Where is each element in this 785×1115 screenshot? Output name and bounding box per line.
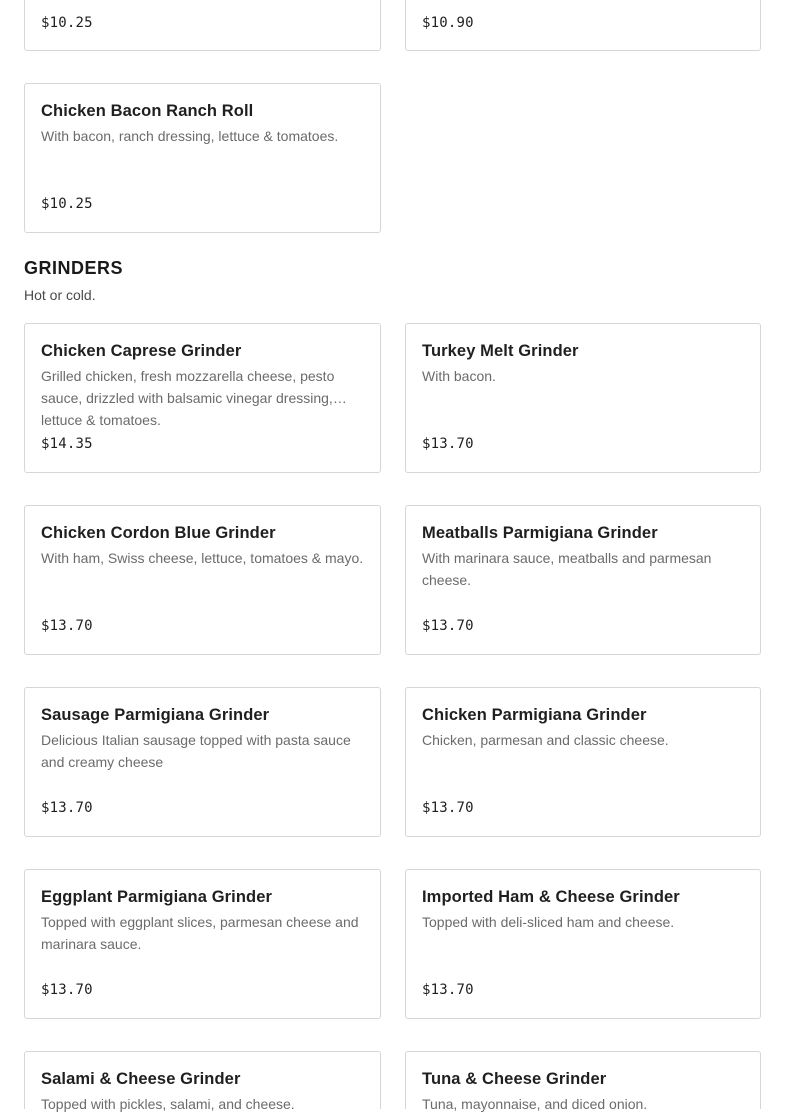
menu-item-card[interactable] <box>24 505 381 655</box>
menu-item-price: $10.25 <box>41 196 93 212</box>
menu-item-description: Topped with pickles, salami, and cheese. <box>41 1096 295 1112</box>
menu-item-price: $13.70 <box>422 982 474 998</box>
menu-item-name: Chicken Bacon Ranch Roll <box>41 102 254 120</box>
menu-item-name: Eggplant Parmigiana Grinder <box>41 888 272 906</box>
menu-item-price: $13.70 <box>41 800 93 816</box>
menu-item-name: Tuna & Cheese Grinder <box>422 1070 607 1088</box>
menu-item-description: With ham, Swiss cheese, lettuce, tomatoes & mayo. <box>41 550 364 566</box>
menu-item-card[interactable] <box>24 83 381 233</box>
menu-item-card[interactable] <box>405 869 761 1019</box>
menu-item-name: Turkey Melt Grinder <box>422 342 579 360</box>
menu-item-description: Topped with eggplant slices, parmesan cheese and marinara sauce. <box>41 914 359 952</box>
menu-item-name: Salami & Cheese Grinder <box>41 1070 241 1088</box>
menu-item-card[interactable] <box>24 323 381 473</box>
section-subtitle: Hot or cold. <box>24 287 96 303</box>
menu-item-card[interactable] <box>405 0 761 51</box>
menu-item-price: $10.25 <box>41 15 93 31</box>
menu-item-card[interactable] <box>405 505 761 655</box>
menu-item-description: With bacon. <box>422 368 496 384</box>
menu-item-price: $10.90 <box>422 15 474 31</box>
menu-item-price: $13.70 <box>422 436 474 452</box>
menu-item-name: Chicken Caprese Grinder <box>41 342 242 360</box>
menu-item-description: Topped with deli-sliced ham and cheese. <box>422 914 675 930</box>
menu-item-price: $13.70 <box>422 618 474 634</box>
menu-item-description: Delicious Italian sausage topped with pasta sauce and creamy cheese <box>41 732 351 770</box>
menu-item-description: With marinara sauce, meatballs and parmesan cheese. <box>422 550 712 588</box>
menu-item-price: $14.35 <box>41 436 93 452</box>
section-title: GRINDERS <box>24 258 124 278</box>
menu-item-card[interactable] <box>24 869 381 1019</box>
menu-item-card[interactable] <box>24 687 381 837</box>
menu-item-description: Chicken, parmesan and classic cheese. <box>422 732 669 748</box>
menu-item-name: Meatballs Parmigiana Grinder <box>422 524 658 542</box>
menu-item-name: Chicken Cordon Blue Grinder <box>41 524 276 542</box>
menu-item-description: Tuna, mayonnaise, and diced onion. <box>422 1096 648 1112</box>
menu-item-description: Grilled chicken, fresh mozzarella cheese, pesto sauce, drizzled with balsamic vinegar dressing, lettuce & tomatoes. <box>41 368 335 428</box>
menu-item-card[interactable] <box>405 1051 761 1112</box>
menu-item-name: Chicken Parmigiana Grinder <box>422 706 647 724</box>
menu-item-card[interactable] <box>24 0 381 51</box>
menu-item-price: $13.70 <box>422 800 474 816</box>
menu-item-description: With bacon, ranch dressing, lettuce & tomatoes. <box>41 128 339 144</box>
menu-item-price: $13.70 <box>41 618 93 634</box>
menu-item-card[interactable] <box>405 323 761 473</box>
menu-item-price: $13.70 <box>41 982 93 998</box>
menu-item-name: Imported Ham & Cheese Grinder <box>422 888 680 906</box>
menu-item-card[interactable] <box>24 1051 381 1112</box>
menu-item-card[interactable] <box>405 687 761 837</box>
menu-item-name: Sausage Parmigiana Grinder <box>41 706 270 724</box>
